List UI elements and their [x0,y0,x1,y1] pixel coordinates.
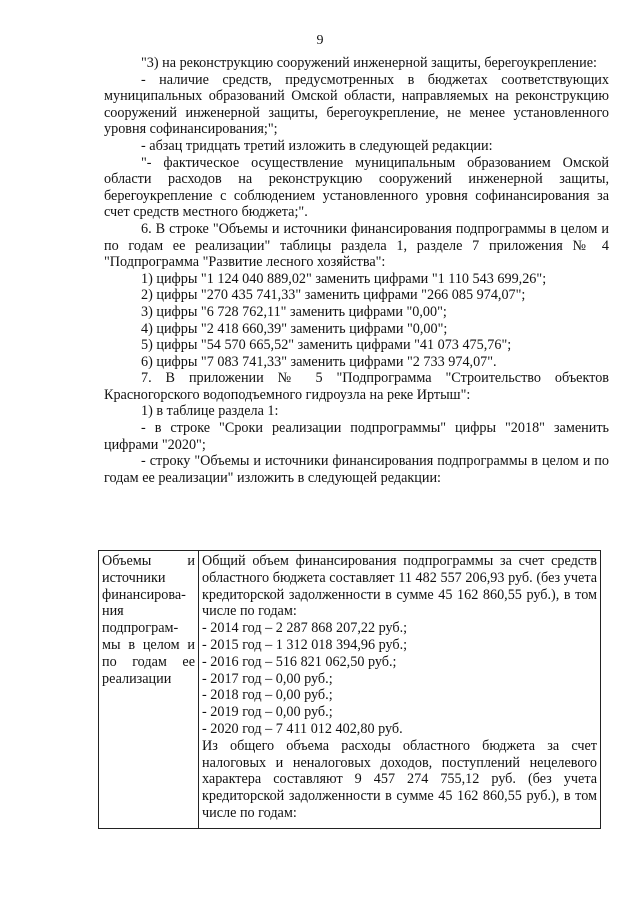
year-line: - 2020 год – 7 411 012 402,80 руб. [202,720,403,737]
paragraph: 6. В строке "Объемы и источники финансирования подпрограммы в целом и по годам ее реализации" таблицы раздела 1, разделе 7 приложения № 4 "Подпрограмма "Развитие лесного хозяйства": [104,220,609,271]
list-item: 1) цифры "1 124 040 889,02" заменить цифрами "1 110 543 699,26"; [141,270,547,287]
financing-table-wrapper [98,550,601,829]
year-line: - 2019 год – 0,00 руб.; [202,704,333,721]
year-line: - 2016 год – 516 821 062,50 руб.; [202,653,397,670]
cell-paragraph: Из общего объема расходы областного бюджета за счет налоговых и неналоговых доходов, поступлений нецелевого характера составляют 9 457 274 755,12 руб. (без учета кредиторской задолженности в сумме 45 162 860,55 руб.), в том числе по годам: [202,737,597,821]
financing-table [98,550,601,829]
year-line: - 2015 год – 1 312 018 394,96 руб.; [202,636,408,653]
paragraph: 7. В приложении № 5 "Подпрограмма "Строительство объектов Красногорского водоподъемного гидроузла на реке Иртыш": [104,370,609,403]
table-row [99,551,601,829]
list-item: 3) цифры "6 728 762,11" заменить цифрами "0,00"; [141,303,447,320]
label-line: подпрограм- [102,620,179,637]
label-line: реализации [102,670,172,687]
list-item: 4) цифры "2 418 660,39" заменить цифрами "0,00"; [141,320,448,337]
table-value-cell [199,551,601,829]
year-line: - 2014 год – 2 287 868 207,22 руб.; [202,620,408,637]
list-item: 2) цифры "270 435 741,33" заменить цифрами "266 085 974,07"; [141,287,526,304]
cell-paragraph: Общий объем финансирования подпрограммы за счет средств областного бюджета составляет 11 482 557 206,93 руб. (без учета кредиторской задолженности в сумме 45 162 860,55 руб.), в том числе по годам: [202,553,597,620]
paragraph: "3) на реконструкцию сооружений инженерной защиты, берегоукрепление: [141,55,597,71]
paragraph: - абзац тридцать третий изложить в следующей редакции: [141,137,493,154]
paragraph: "- фактическое осуществление муниципальным образованием Омской области расходов на реконструкцию сооружений инженерной защиты, берегоукрепление с соблюдением установленного уровня софинансирования за счет средств местного бюджета;". [104,154,609,221]
document-body [104,55,609,486]
page-number: 9 [316,33,324,48]
label-line: по годам ее [102,653,195,670]
paragraph: - строку "Объемы и источники финансирования подпрограммы в целом и по годам ее реализации" изложить в следующей редакции: [104,453,609,486]
list-item: 5) цифры "54 570 665,52" заменить цифрами "41 073 475,76"; [141,337,512,354]
list-item: 6) цифры "7 083 741,33" заменить цифрами "2 733 974,07". [141,353,497,370]
paragraph: - наличие средств, предусмотренных в бюджетах соответствующих муниципальных образований Омской области, направляемых на реконструкцию сооружений инженерной защиты, берегоукрепление, не менее установленного уровня софинансирования;"; [104,71,609,138]
paragraph: 1) в таблице раздела 1: [141,403,279,420]
label-line: источники [102,569,166,586]
label-line: финансирова- [102,586,186,603]
year-line: - 2017 год – 0,00 руб.; [202,670,333,687]
label-line: ния [102,603,124,620]
label-line: мы в целом и [102,636,195,653]
year-line: - 2018 год – 0,00 руб.; [202,687,333,704]
paragraph: - в строке "Сроки реализации подпрограммы" цифры "2018" заменить цифрами "2020"; [104,420,609,453]
label-line: Объемы и [102,553,195,569]
table-label-cell [99,551,199,829]
